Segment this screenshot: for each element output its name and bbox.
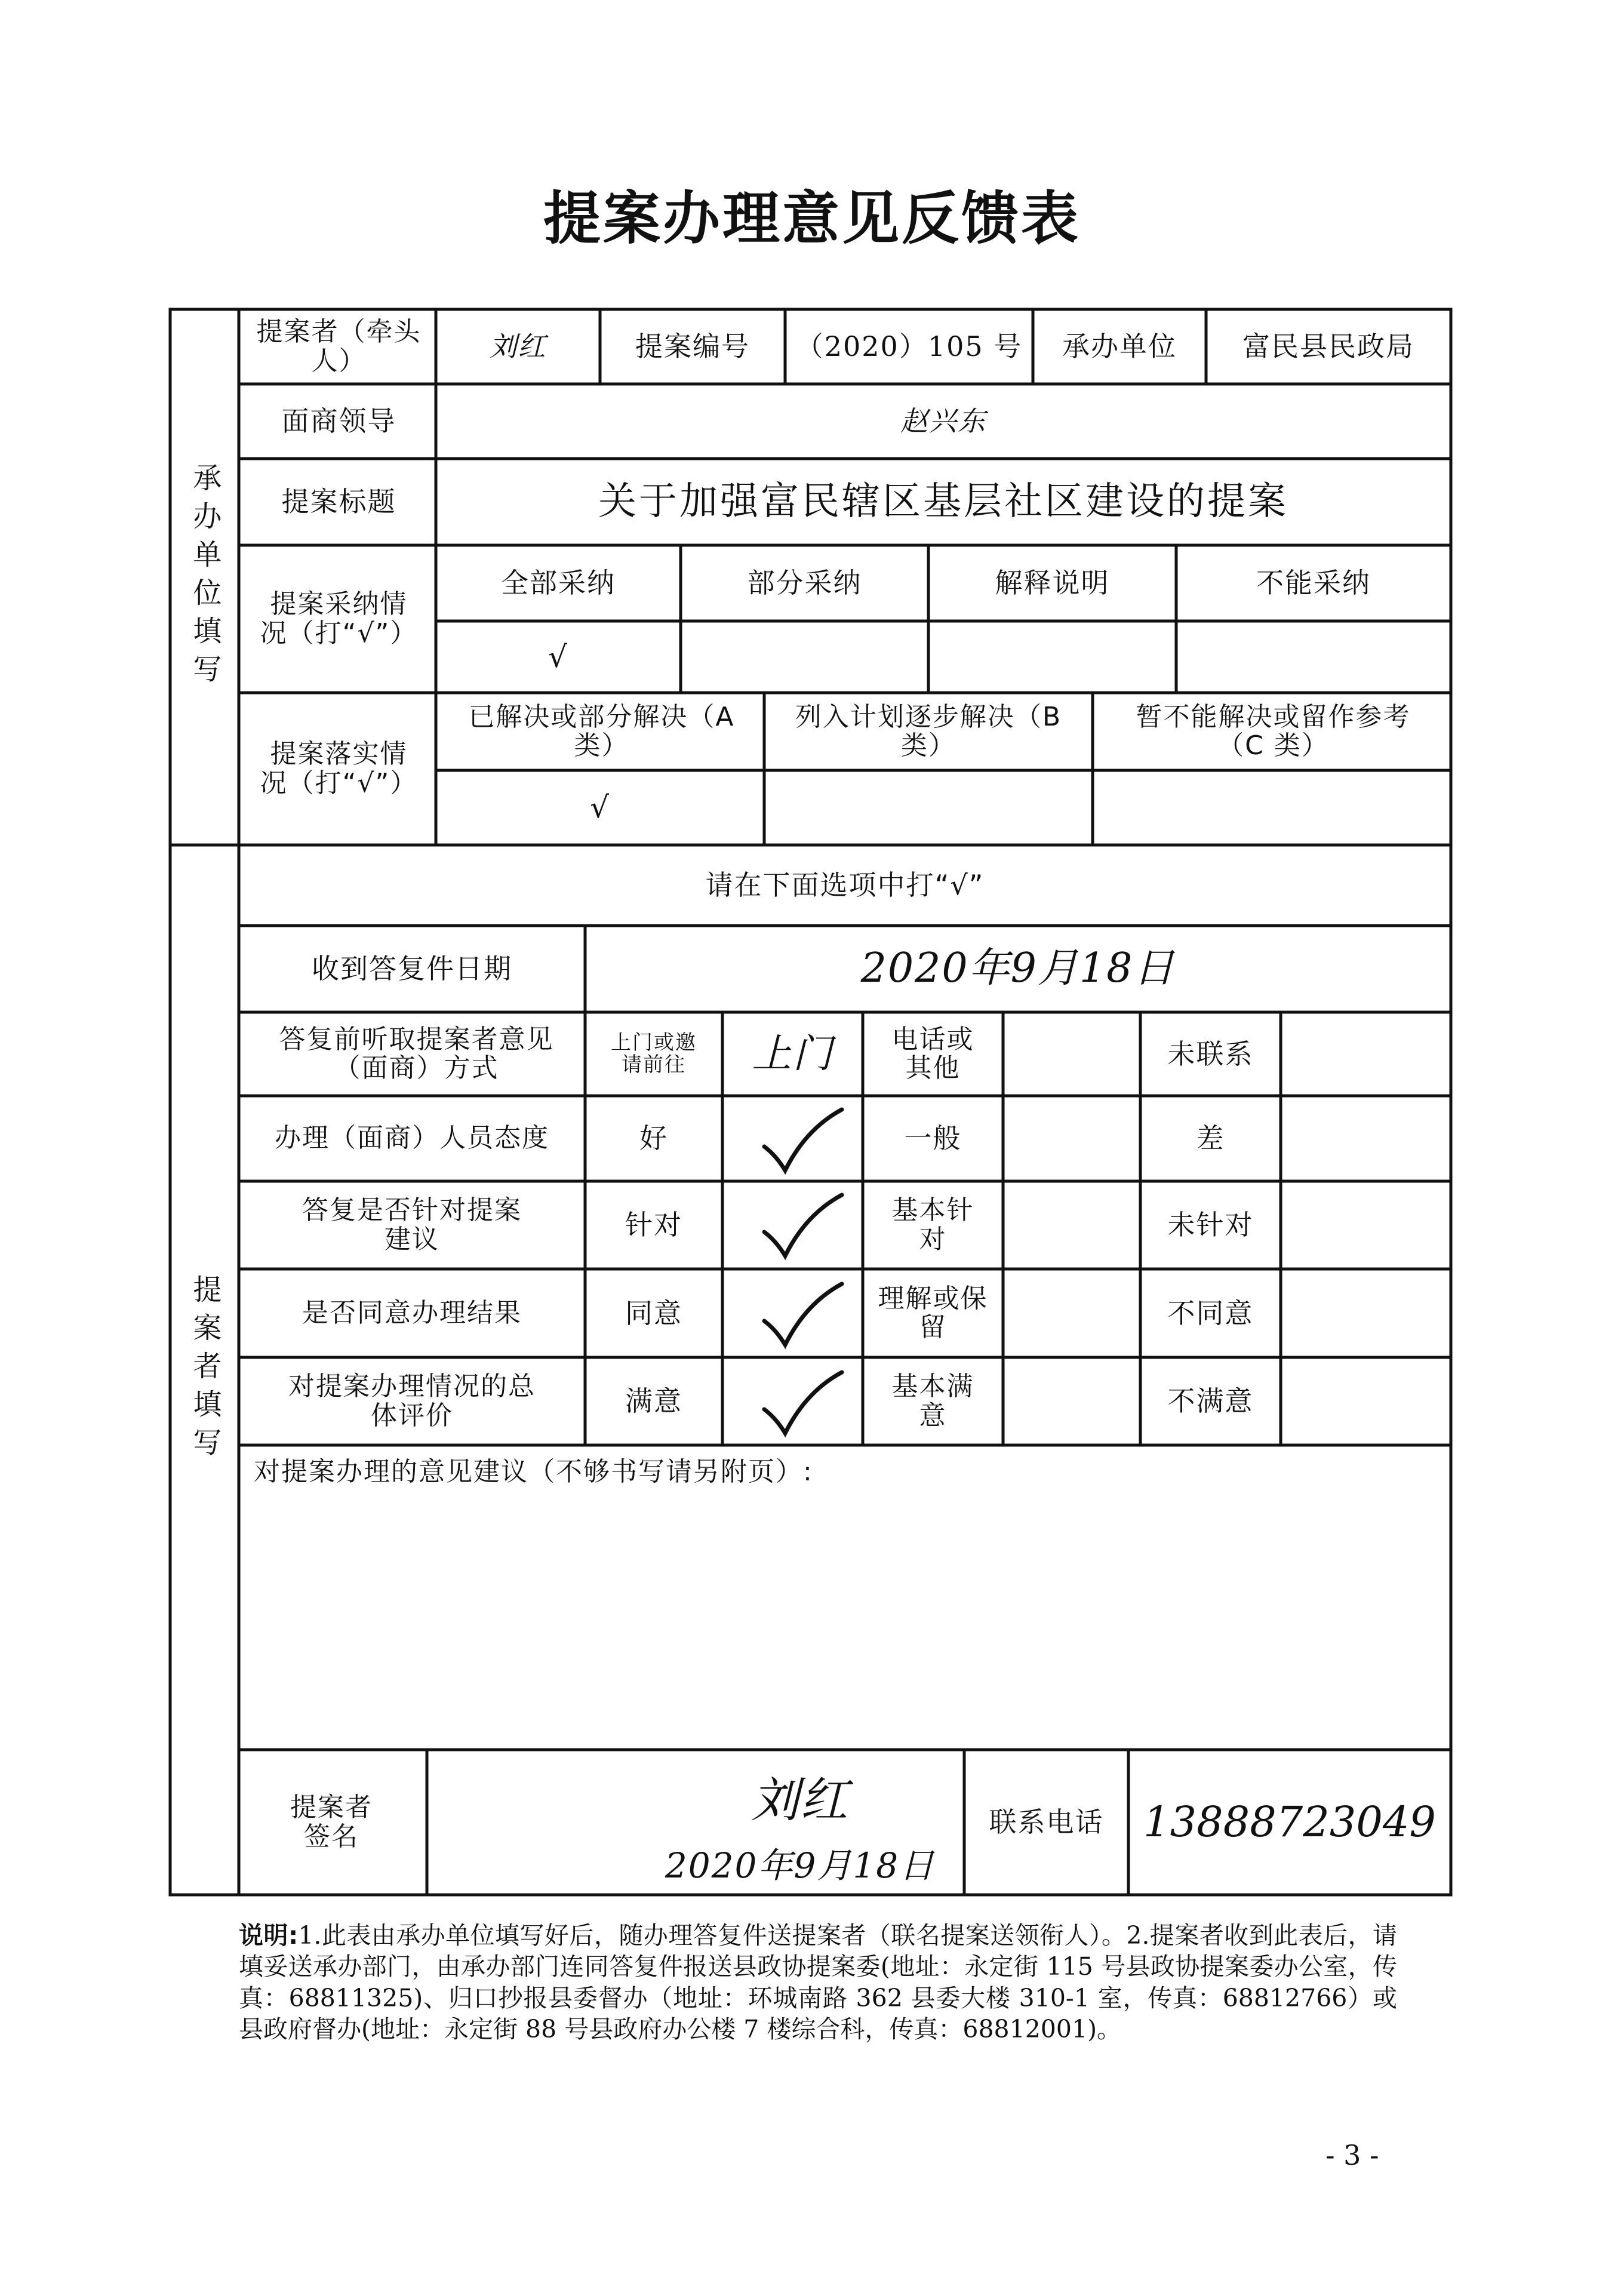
- adoption-option-partial: 部分采纳: [747, 567, 862, 600]
- adoption-check-mark: √: [548, 639, 568, 674]
- phone-label: 联系电话: [989, 1806, 1104, 1839]
- row-attitude-opt3: 差: [1196, 1122, 1225, 1155]
- row-overall-opt3: 不满意: [1167, 1385, 1254, 1418]
- note-text: 1.此表由承办单位填写好后，随办理答复件送提案者（联名提案送领衔人）。2.提案者收到此表后，请填妥送承办部门，由承办部门连同答复件报送县政协提案委(地址：永定街 115 号县政协提案委办公室，传真：68811325)、归口抄报县委督办（地址：环城南路 362 县委大楼 310-1 室，传真：68812766）或县政府督办(地址：永定街 88 号县政府办公楼 7 楼综合科，传真：68812001)。: [239, 1921, 1397, 2044]
- row-contact-method-mark: 上门: [752, 1030, 833, 1077]
- row-contact-method-opt2: 电话或其他: [891, 1024, 974, 1083]
- impl-option-b: 列入计划逐步解决（B 类）: [795, 701, 1062, 761]
- check-mark-overall: [758, 1368, 848, 1439]
- proposal-subject-value: 关于加强富民辖区基层社区建设的提案: [598, 480, 1288, 524]
- proposal-number-label: 提案编号: [635, 330, 750, 363]
- proposer-name-value: 刘红: [489, 330, 547, 363]
- meeting-leader-value: 赵兴东: [900, 405, 986, 438]
- row-relevance-opt1: 针对: [625, 1209, 682, 1242]
- impl-option-a: 已解决或部分解决（A 类）: [468, 701, 735, 761]
- reply-date-value: 2020年9月18日: [860, 945, 1176, 992]
- section-label-proposer: 提案者填写: [187, 1274, 222, 1465]
- adoption-option-reject: 不能采纳: [1256, 567, 1371, 600]
- proposal-number-value: （2020）105 号: [795, 330, 1023, 363]
- row-agreement-label: 是否同意办理结果: [302, 1297, 522, 1328]
- check-mark-attitude: [758, 1105, 848, 1176]
- row-contact-method-opt3: 未联系: [1167, 1037, 1254, 1070]
- handling-dept-label: 承办单位: [1062, 330, 1177, 363]
- phone-value: 13888723049: [1143, 1797, 1436, 1846]
- row-relevance-opt2: 基本针对: [891, 1195, 974, 1255]
- signature-name: 刘红: [751, 1772, 849, 1828]
- page-number: - 3 -: [1325, 2139, 1379, 2171]
- opinion-label: 对提案办理的意见建议（不够书写请另附页）:: [254, 1456, 813, 1487]
- row-attitude-label: 办理（面商）人员态度: [275, 1123, 549, 1154]
- row-attitude-opt1: 好: [639, 1122, 668, 1155]
- row-contact-method-label: 答复前听取提案者意见（面商）方式: [279, 1024, 554, 1083]
- handling-dept-value: 富民县民政局: [1242, 330, 1414, 363]
- check-mark-agreement: [758, 1279, 848, 1351]
- reply-date-label: 收到答复件日期: [312, 952, 512, 985]
- meeting-leader-label: 面商领导: [281, 405, 396, 438]
- proposer-name-label: 提案者（牵头人）: [256, 316, 422, 376]
- proposal-subject-label: 提案标题: [281, 485, 396, 518]
- row-contact-method-opt1: 上门或邀请前往: [611, 1030, 697, 1077]
- adoption-option-full: 全部采纳: [501, 567, 616, 600]
- adoption-label: 提案采纳情况（打“√”）: [260, 589, 418, 649]
- row-agreement-opt1: 同意: [625, 1296, 682, 1329]
- signature-label: 提案者签名: [290, 1792, 373, 1852]
- check-mark-relevance: [758, 1190, 848, 1262]
- section-label-handler: 承办单位填写: [187, 462, 222, 692]
- form-title: 提案办理意见反馈表: [543, 185, 1081, 252]
- signature-date: 2020年9月18日: [665, 1845, 936, 1886]
- row-attitude-opt2: 一般: [904, 1122, 962, 1155]
- row-overall-opt1: 满意: [625, 1385, 682, 1418]
- note-head: 说明:: [239, 1921, 299, 1950]
- row-agreement-opt2: 理解或保留: [878, 1283, 988, 1342]
- instruction-text: 请在下面选项中打“√”: [705, 869, 985, 902]
- impl-check-mark: √: [590, 790, 610, 825]
- row-overall-opt2: 基本满意: [891, 1371, 974, 1431]
- adoption-option-explain: 解释说明: [995, 567, 1110, 600]
- row-overall-label: 对提案办理情况的总体评价: [288, 1371, 536, 1431]
- row-relevance-label: 答复是否针对提案建议: [302, 1195, 522, 1255]
- implementation-label: 提案落实情况（打“√”）: [260, 739, 418, 798]
- row-relevance-opt3: 未针对: [1167, 1209, 1254, 1242]
- row-agreement-opt3: 不同意: [1167, 1296, 1254, 1329]
- impl-option-c: 暂不能解决或留作参考（C 类）: [1136, 701, 1411, 761]
- form-notes: [239, 1920, 1397, 2045]
